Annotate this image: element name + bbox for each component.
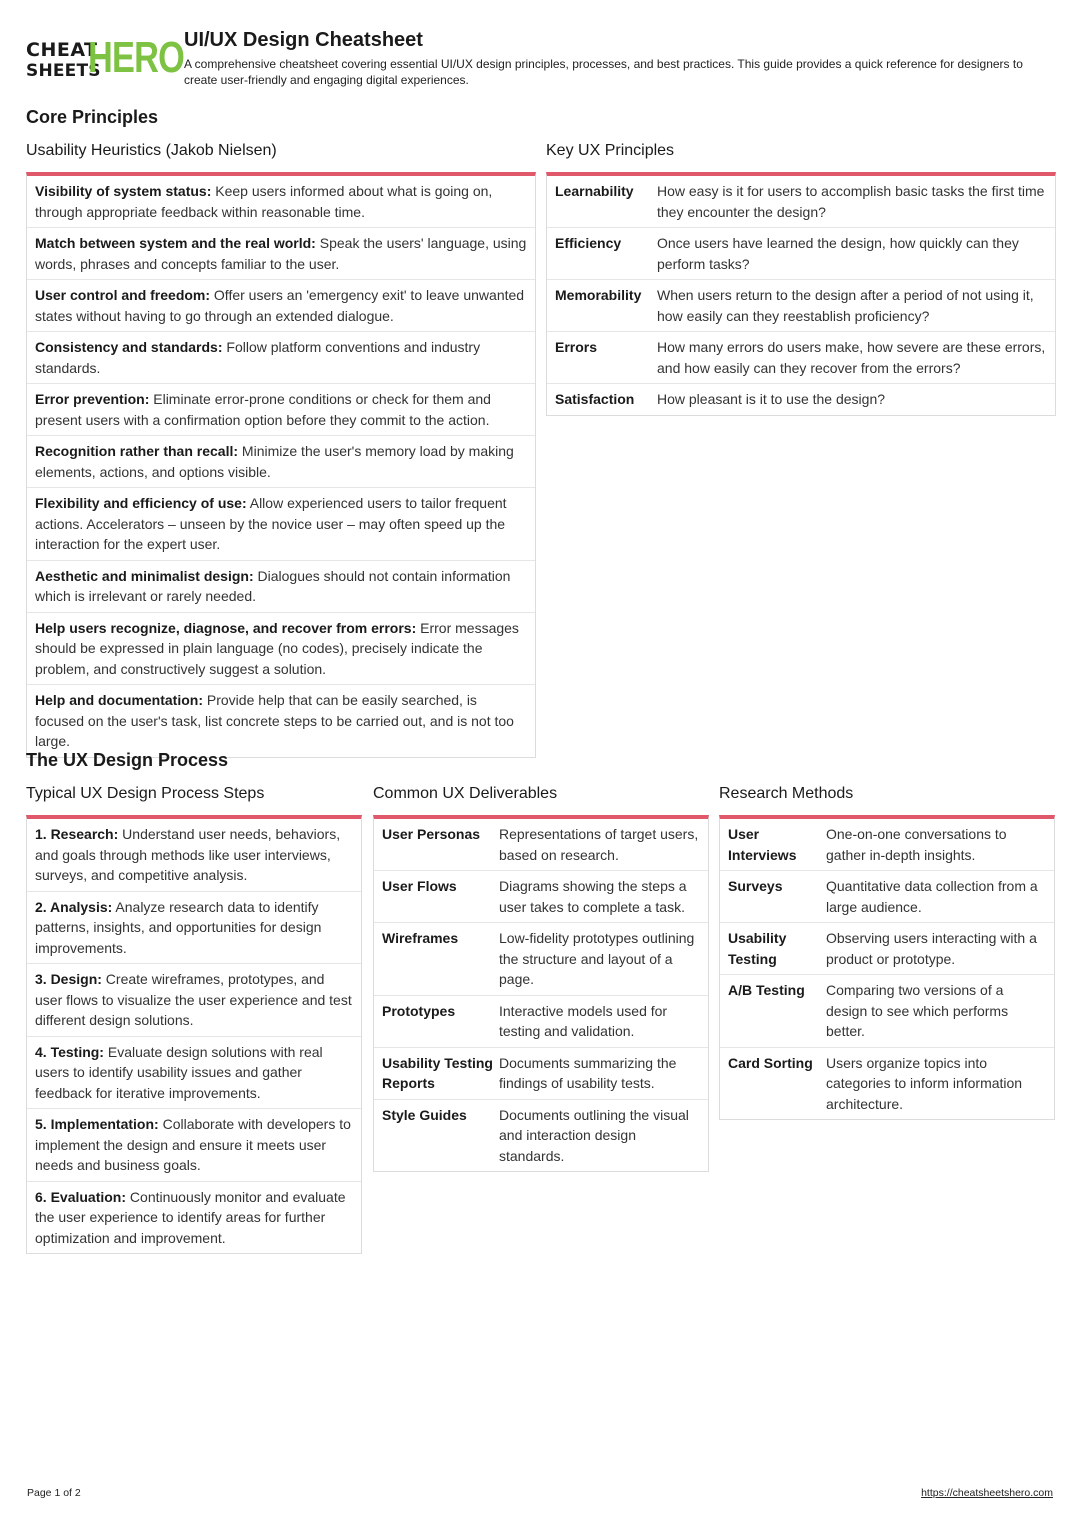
item-term: 3. Design:	[35, 971, 102, 987]
item-description: Follow platform conventions and industry standards.	[35, 339, 481, 376]
page-title: UI/UX Design Cheatsheet	[184, 29, 423, 51]
item-term: 5. Implementation:	[35, 1116, 159, 1132]
table-term: Learnability	[555, 183, 634, 199]
table-row	[720, 1048, 1054, 1120]
heuristics-list	[27, 176, 535, 757]
item-term: Visibility of system status:	[35, 183, 212, 199]
ux-principles-table	[547, 176, 1055, 415]
list-item	[27, 1182, 361, 1254]
item-term: Consistency and standards:	[35, 339, 223, 355]
item-description: Evaluate design solutions with real users to identify usability issues and gather feedback for iterative improvements.	[35, 1043, 323, 1101]
key-ux-principles-card	[546, 172, 1056, 416]
table-term: Errors	[555, 339, 598, 355]
item-description: Allow experienced users to tailor frequent actions. Accelerators – unseen by the novice user – may often speed up the interaction for the expert user.	[35, 495, 507, 552]
logo-hero-text: HERO	[88, 33, 185, 82]
cheatsheetshero-logo[interactable]	[26, 33, 185, 82]
list-item	[27, 1037, 361, 1110]
process-steps-card	[26, 815, 362, 1254]
table-term: Prototypes	[382, 1002, 456, 1019]
table-description: Quantitative data collection from a large audience.	[826, 878, 1038, 915]
list-item	[27, 613, 535, 686]
card-title-deliverables: Common UX Deliverables	[373, 785, 558, 802]
list-item	[27, 561, 535, 613]
list-item	[27, 964, 361, 1037]
list-item	[27, 892, 361, 965]
table-term: Card Sorting	[728, 1054, 813, 1071]
list-item	[27, 1109, 361, 1182]
logo-sheets-text: SHEETS	[26, 61, 101, 81]
logo-cheat-text: CHEAT	[26, 39, 98, 61]
table-row	[720, 923, 1054, 975]
table-term: User Personas	[382, 826, 481, 842]
table-row	[547, 280, 1055, 332]
table-term: Memorability	[555, 287, 642, 303]
table-description: How easy is it for users to accomplish basic tasks the first time they encounter the design?	[657, 183, 1045, 220]
item-description: Offer users an 'emergency exit' to leave unwanted states without having to go through an extended dialogue.	[35, 287, 525, 324]
item-description: Keep users informed about what is going on, through appropriate feedback within reasonable time.	[35, 183, 493, 220]
table-row	[374, 819, 708, 871]
table-term: A/B Testing	[728, 982, 805, 998]
table-row	[374, 1048, 708, 1100]
deliverables-card	[373, 815, 709, 1172]
table-description: Users organize topics into categories to inform information architecture.	[826, 1054, 1023, 1112]
item-term: Help and documentation:	[35, 692, 203, 708]
table-description: When users return to the design after a period of not using it, how easily can they reestablish proficiency?	[657, 287, 1034, 324]
table-description: Interactive models used for testing and validation.	[499, 1002, 668, 1039]
table-description: Once users have learned the design, how quickly can they perform tasks?	[657, 235, 1019, 272]
card-title-usability-heuristics: Usability Heuristics (Jakob Nielsen)	[26, 142, 277, 159]
table-row	[720, 975, 1054, 1048]
table-term: Satisfaction	[555, 391, 635, 407]
item-term: Recognition rather than recall:	[35, 443, 239, 459]
card-title-research-methods: Research Methods	[719, 785, 854, 802]
page-number: Page 1 of 2	[27, 1487, 81, 1499]
usability-heuristics-card	[26, 172, 536, 758]
table-description: Observing users interacting with a product or prototype.	[826, 930, 1037, 967]
item-description: Create wireframes, prototypes, and user flows to visualize the user experience and test different design solutions.	[35, 971, 352, 1028]
table-term: User Interviews	[728, 826, 797, 863]
table-description: One-on-one conversations to gather in-depth insights.	[826, 826, 1007, 863]
item-term: Flexibility and efficiency of use:	[35, 495, 247, 511]
list-item	[27, 280, 535, 332]
item-term: Error prevention:	[35, 391, 150, 407]
item-description: Dialogues should not contain information which is irrelevant or rarely needed.	[35, 567, 511, 604]
item-term: 2. Analysis:	[35, 898, 113, 915]
item-description: Minimize the user's memory load by making elements, actions, and options visible.	[35, 443, 514, 480]
deliverables-table	[374, 819, 708, 1171]
item-description: Understand user needs, behaviors, and goals through methods like user interviews, surveys, and competitive analysis.	[35, 826, 341, 883]
table-description: Diagrams showing the steps a user takes to complete a task.	[499, 878, 687, 915]
page-subtitle: A comprehensive cheatsheet covering essential UI/UX design principles, processes, and best practices. This guide provides a quick reference for designers to create user-friendly and engaging digital experiences.	[184, 57, 1023, 87]
table-row	[547, 384, 1055, 415]
table-row	[547, 228, 1055, 280]
page-header	[26, 30, 1056, 90]
item-term: Help users recognize, diagnose, and recover from errors:	[35, 619, 417, 636]
item-description: Collaborate with developers to implement the design and ensure it meets user needs and business goals.	[35, 1116, 351, 1173]
research-methods-table	[720, 819, 1054, 1119]
table-row	[720, 871, 1054, 923]
list-item	[27, 176, 535, 228]
list-item	[27, 685, 535, 757]
item-term: Match between system and the real world:	[35, 235, 316, 251]
item-description: Speak the users' language, using words, phrases and concepts familiar to the user.	[35, 235, 527, 272]
list-item	[27, 384, 535, 436]
table-row	[720, 819, 1054, 871]
item-description: Analyze research data to identify patterns, insights, and opportunities for design improvements.	[35, 898, 322, 956]
list-item	[27, 332, 535, 384]
table-description: Documents summarizing the findings of usability tests.	[499, 1054, 677, 1091]
list-item	[27, 436, 535, 488]
item-term: 1. Research:	[35, 826, 119, 842]
table-term: Surveys	[728, 878, 783, 894]
table-term: Usability Testing	[728, 930, 787, 967]
item-description: Continuously monitor and evaluate the user experience to identify areas for further optimization and improvement.	[35, 1188, 346, 1246]
list-item	[27, 228, 535, 280]
card-title-key-ux-principles: Key UX Principles	[546, 142, 675, 159]
research-methods-card	[719, 815, 1055, 1120]
table-row	[374, 871, 708, 923]
table-term: Wireframes	[382, 930, 459, 946]
table-description: Low-fidelity prototypes outlining the structure and layout of a page.	[499, 930, 695, 987]
process-steps-list	[27, 819, 361, 1253]
table-description: How many errors do users make, how severe are these errors, and how easily can they recover from the errors?	[657, 339, 1046, 376]
section-heading-ux-design-process: The UX Design Process	[26, 750, 229, 770]
table-description: Representations of target users, based on research.	[499, 826, 699, 863]
list-item	[27, 488, 535, 561]
table-term: Efficiency	[555, 235, 622, 251]
table-row	[374, 996, 708, 1048]
table-term: Usability Testing Reports	[382, 1054, 493, 1091]
footer-site-link[interactable]: https://cheatsheetshero.com	[921, 1487, 1053, 1499]
item-term: 6. Evaluation:	[35, 1188, 127, 1205]
item-description: Eliminate error-prone conditions or check for them and present users with a confirmation option before they commit to the action.	[35, 391, 491, 428]
table-description: Comparing two versions of a design to see which performs better.	[826, 982, 1009, 1039]
list-item	[27, 819, 361, 892]
table-row	[374, 1100, 708, 1172]
item-term: 4. Testing:	[35, 1043, 104, 1060]
table-description: Documents outlining the visual and interaction design standards.	[499, 1106, 689, 1164]
item-description: Provide help that can be easily searched, is focused on the user's task, list concrete steps to be carried out, and is not too large.	[35, 692, 514, 749]
table-row	[374, 923, 708, 996]
item-term: User control and freedom:	[35, 287, 211, 303]
card-title-process-steps: Typical UX Design Process Steps	[26, 785, 265, 802]
item-description: Error messages should be expressed in plain language (no codes), precisely indicate the problem, and constructively suggest a solution.	[35, 619, 519, 677]
table-row	[547, 332, 1055, 384]
item-term: Aesthetic and minimalist design:	[35, 567, 254, 584]
table-row	[547, 176, 1055, 228]
table-term: Style Guides	[382, 1106, 467, 1123]
table-description: How pleasant is it to use the design?	[657, 391, 886, 407]
table-term: User Flows	[382, 878, 457, 894]
section-heading-core-principles: Core Principles	[26, 107, 159, 127]
